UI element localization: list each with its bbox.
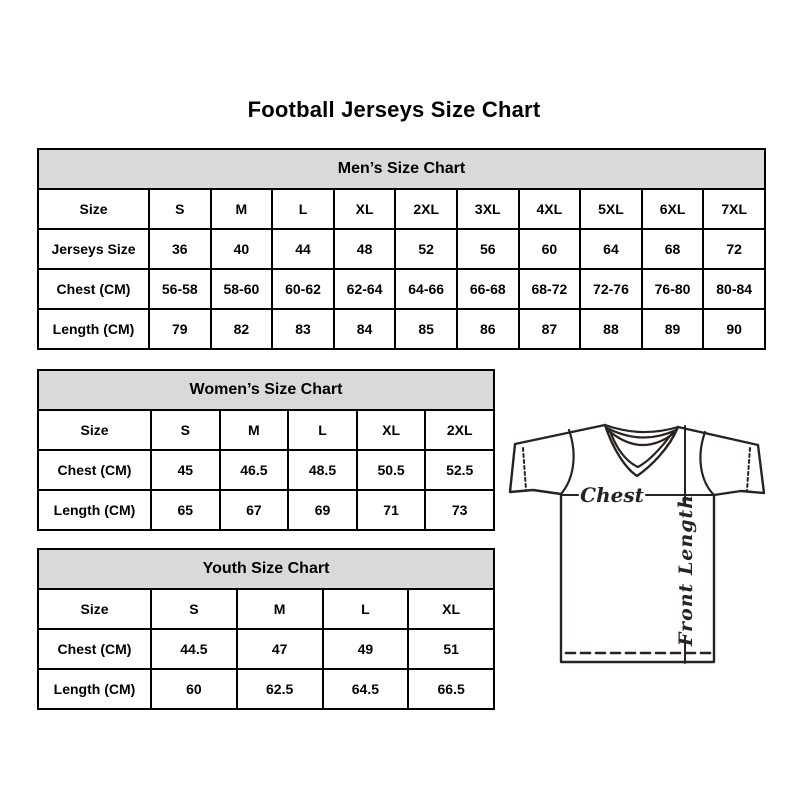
value-cell: 69 — [288, 490, 357, 530]
value-cell: 47 — [237, 629, 323, 669]
value-cell: 82 — [211, 309, 273, 349]
value-cell: 66-68 — [457, 269, 519, 309]
row-label-cell: Length (CM) — [38, 309, 149, 349]
table-row — [38, 450, 494, 490]
jersey-diagram-svg — [506, 414, 768, 668]
value-cell: 52.5 — [425, 450, 494, 490]
value-cell: 45 — [151, 450, 220, 490]
value-cell: 64-66 — [395, 269, 457, 309]
row-label-cell: Size — [38, 410, 151, 450]
value-cell: M — [211, 189, 273, 229]
value-cell: 56-58 — [149, 269, 211, 309]
table-title: Youth Size Chart — [38, 549, 494, 589]
table-row — [38, 269, 765, 309]
value-cell: 58-60 — [211, 269, 273, 309]
value-cell: 50.5 — [357, 450, 426, 490]
chest-measure-label: Chest — [580, 483, 644, 507]
value-cell: 6XL — [642, 189, 704, 229]
table-row — [38, 629, 494, 669]
row-label-cell: Length (CM) — [38, 490, 151, 530]
right-cuff-dash — [747, 448, 750, 490]
value-cell: 64 — [580, 229, 642, 269]
value-cell: 68-72 — [519, 269, 581, 309]
value-cell: 87 — [519, 309, 581, 349]
value-cell: 79 — [149, 309, 211, 349]
value-cell: 68 — [642, 229, 704, 269]
value-cell: 85 — [395, 309, 457, 349]
value-cell: 5XL — [580, 189, 642, 229]
womens-size-table — [37, 369, 495, 531]
value-cell: 71 — [357, 490, 426, 530]
value-cell: L — [288, 410, 357, 450]
row-label-cell: Chest (CM) — [38, 450, 151, 490]
value-cell: 64.5 — [323, 669, 409, 709]
table-row — [38, 669, 494, 709]
value-cell: 72 — [703, 229, 765, 269]
table-row — [38, 589, 494, 629]
value-cell: 46.5 — [220, 450, 289, 490]
value-cell: S — [151, 410, 220, 450]
table-title: Women’s Size Chart — [38, 370, 494, 410]
value-cell: 36 — [149, 229, 211, 269]
table-row — [38, 189, 765, 229]
value-cell: 67 — [220, 490, 289, 530]
value-cell: 51 — [408, 629, 494, 669]
table-row — [38, 490, 494, 530]
value-cell: 86 — [457, 309, 519, 349]
left-cuff-dash — [523, 448, 526, 490]
value-cell: 60 — [519, 229, 581, 269]
mens-size-table — [37, 148, 766, 350]
value-cell: 44.5 — [151, 629, 237, 669]
value-cell: XL — [408, 589, 494, 629]
table-row — [38, 229, 765, 269]
value-cell: XL — [357, 410, 426, 450]
row-label-cell: Size — [38, 189, 149, 229]
value-cell: 48.5 — [288, 450, 357, 490]
youth-size-table — [37, 548, 495, 710]
value-cell: 72-76 — [580, 269, 642, 309]
value-cell: 4XL — [519, 189, 581, 229]
value-cell: 89 — [642, 309, 704, 349]
value-cell: 2XL — [395, 189, 457, 229]
value-cell: 88 — [580, 309, 642, 349]
row-label-cell: Length (CM) — [38, 669, 151, 709]
value-cell: 48 — [334, 229, 396, 269]
row-label-cell: Size — [38, 589, 151, 629]
table-title: Men’s Size Chart — [38, 149, 765, 189]
value-cell: 83 — [272, 309, 334, 349]
table-row — [38, 309, 765, 349]
value-cell: 7XL — [703, 189, 765, 229]
value-cell: 49 — [323, 629, 409, 669]
value-cell: M — [237, 589, 323, 629]
value-cell: 80-84 — [703, 269, 765, 309]
table-title-row — [38, 149, 765, 189]
value-cell: 76-80 — [642, 269, 704, 309]
right-armhole-seam — [700, 432, 714, 495]
value-cell: 52 — [395, 229, 457, 269]
value-cell: 3XL — [457, 189, 519, 229]
table-row — [38, 410, 494, 450]
value-cell: 60-62 — [272, 269, 334, 309]
value-cell: 2XL — [425, 410, 494, 450]
page-title: Football Jerseys Size Chart — [247, 97, 541, 122]
value-cell: L — [272, 189, 334, 229]
value-cell: 44 — [272, 229, 334, 269]
value-cell: 90 — [703, 309, 765, 349]
value-cell: 40 — [211, 229, 273, 269]
value-cell: S — [149, 189, 211, 229]
value-cell: 66.5 — [408, 669, 494, 709]
jersey-outline — [510, 425, 764, 662]
value-cell: M — [220, 410, 289, 450]
value-cell: 84 — [334, 309, 396, 349]
table-title-row — [38, 370, 494, 410]
value-cell: 65 — [151, 490, 220, 530]
value-cell: L — [323, 589, 409, 629]
value-cell: S — [151, 589, 237, 629]
row-label-cell: Jerseys Size — [38, 229, 149, 269]
jersey-measurement-diagram — [506, 414, 768, 668]
table-title-row — [38, 549, 494, 589]
value-cell: 73 — [425, 490, 494, 530]
value-cell: 60 — [151, 669, 237, 709]
value-cell: 62.5 — [237, 669, 323, 709]
front-length-measure-label: Front Length — [675, 493, 697, 647]
value-cell: 56 — [457, 229, 519, 269]
value-cell: 62-64 — [334, 269, 396, 309]
row-label-cell: Chest (CM) — [38, 269, 149, 309]
row-label-cell: Chest (CM) — [38, 629, 151, 669]
left-armhole-seam — [561, 430, 574, 494]
value-cell: XL — [334, 189, 396, 229]
